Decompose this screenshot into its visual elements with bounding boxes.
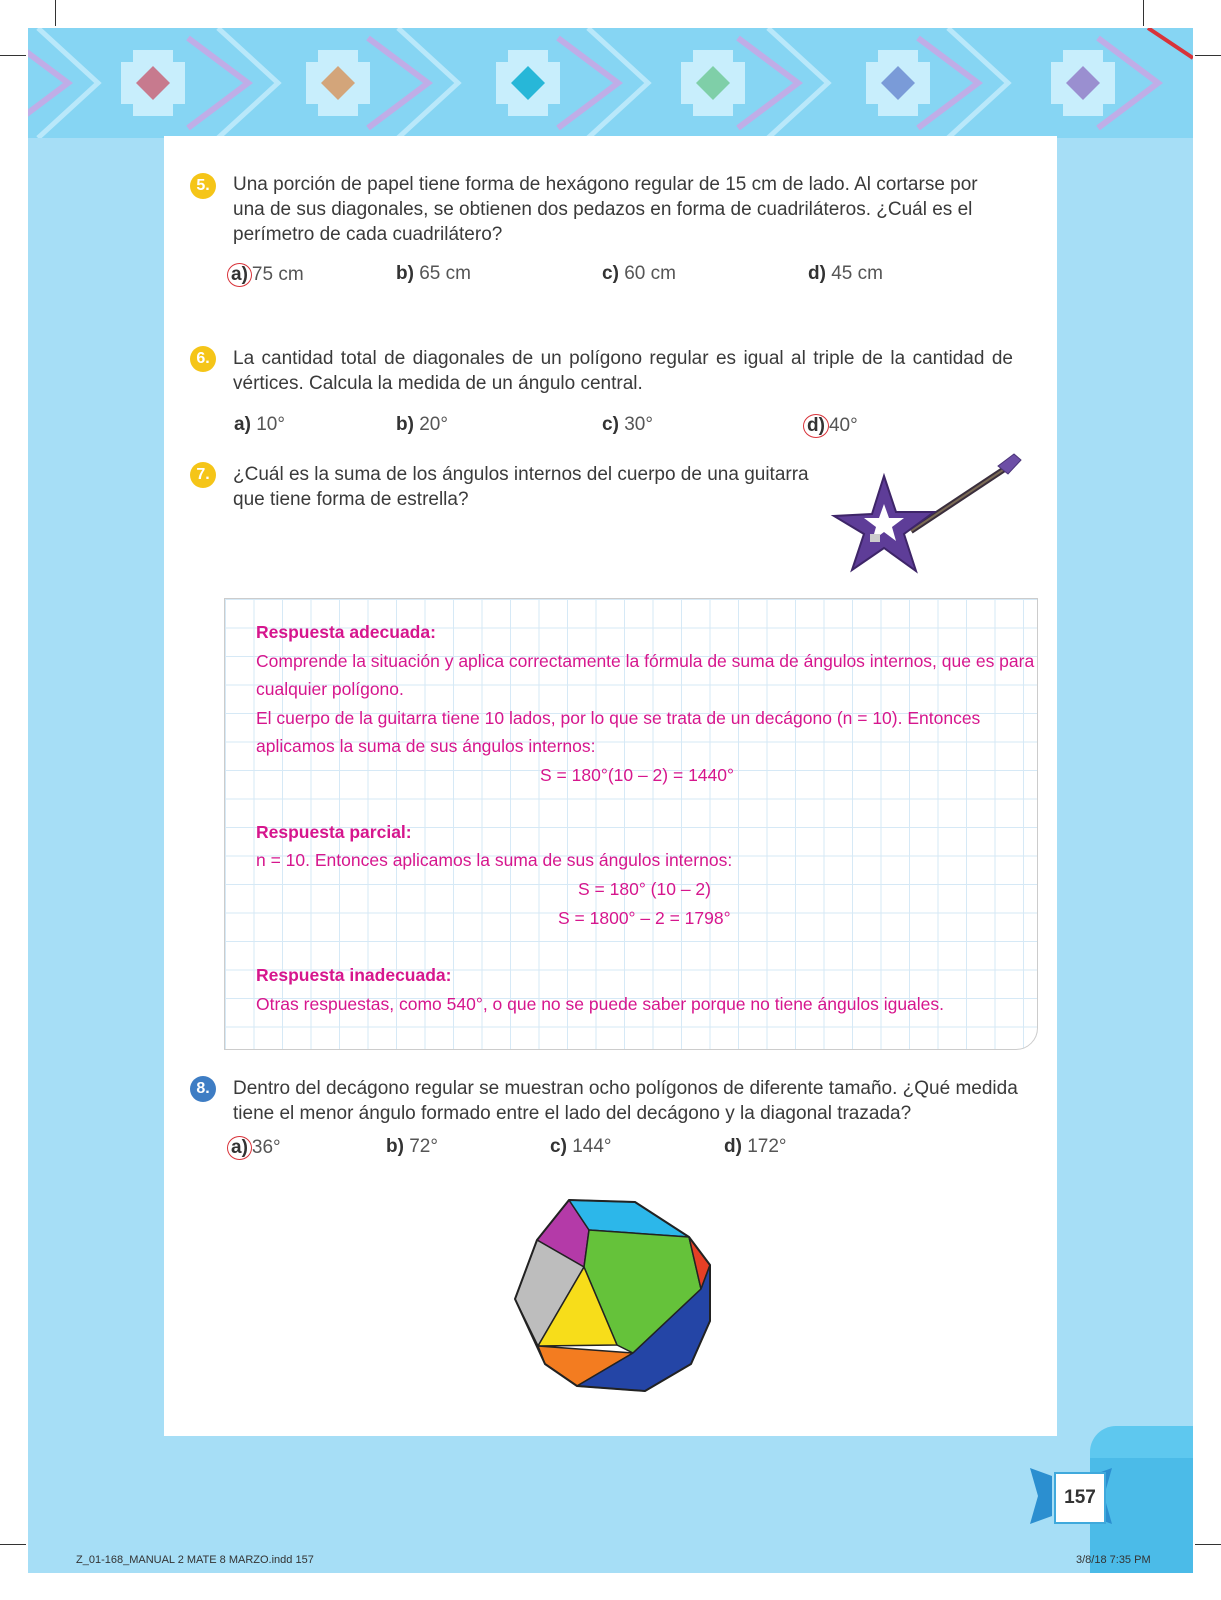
answer-formula: S = 1800° – 2 = 1798° bbox=[558, 908, 731, 928]
option-c: c) 60 cm bbox=[602, 263, 676, 284]
answer-line: Comprende la situación y aplica correctamente la fórmula de suma de ángulos internos, que es para bbox=[256, 651, 1035, 671]
question-5-text: Una porción de papel tiene forma de hexágono regular de 15 cm de lado. Al cortarse por una de sus diagonales, se obtienen dos pedazos en forma de cuadriláteros. ¿Cuál es el perímetro de cada cuadrilátero? bbox=[233, 174, 978, 245]
answer-formula: S = 180°(10 – 2) = 1440° bbox=[540, 765, 734, 785]
adequate-title: Respuesta adecuada: bbox=[256, 622, 436, 642]
option-a: a) 75 cm bbox=[232, 263, 304, 287]
answer-line: aplicamos la suma de sus ángulos internos: bbox=[256, 736, 596, 756]
option-c: c) 144° bbox=[550, 1136, 612, 1157]
question-number-badge: 6. bbox=[190, 346, 216, 372]
option-a: a) 10° bbox=[234, 414, 285, 435]
partial-title: Respuesta parcial: bbox=[256, 822, 412, 842]
answer-line: cualquier polígono. bbox=[256, 679, 404, 699]
option-b: b) 65 cm bbox=[396, 263, 471, 284]
answer-formula: S = 180° (10 – 2) bbox=[578, 879, 711, 899]
option-c: c) 30° bbox=[602, 414, 653, 435]
question-number-badge: 5. bbox=[190, 173, 216, 199]
question-number-badge: 8. bbox=[190, 1076, 216, 1102]
question-number-badge: 7. bbox=[190, 462, 216, 488]
inadequate-title: Respuesta inadecuada: bbox=[256, 965, 452, 985]
option-a: a) 36° bbox=[232, 1136, 281, 1160]
crop-mark bbox=[55, 0, 56, 26]
crop-mark bbox=[1195, 1544, 1221, 1545]
answer-line: Otras respuestas, como 540°, o que no se puede saber porque no tiene ángulos iguales. bbox=[256, 994, 945, 1014]
footer-date: 3/8/18 7:35 PM bbox=[1076, 1554, 1151, 1566]
question-7-text: ¿Cuál es la suma de los ángulos internos del cuerpo de una guitarra que tiene forma de estrella? bbox=[233, 464, 809, 510]
answer-line: El cuerpo de la guitarra tiene 10 lados, por lo que se trata de un decágono (n = 10). Entonces bbox=[256, 708, 981, 728]
selected-answer-circle: a) bbox=[227, 263, 252, 287]
option-d: d) 172° bbox=[724, 1136, 787, 1157]
answer-line: n = 10. Entonces aplicamos la suma de sus ángulos internos: bbox=[256, 850, 733, 870]
star-guitar-image bbox=[816, 446, 1031, 596]
decorative-banner bbox=[28, 28, 1193, 138]
crop-mark bbox=[0, 1544, 26, 1545]
crop-mark bbox=[1195, 55, 1221, 56]
question-8-text: Dentro del decágono regular se muestran ocho polígonos de diferente tamaño. ¿Qué medida tiene el menor ángulo formado entre el lado del decágono y la diagonal trazada? bbox=[233, 1078, 1018, 1124]
crop-mark bbox=[0, 55, 26, 56]
question-6-text: La cantidad total de diagonales de un polígono regular es igual al triple de la cantidad de vértices. Calcula la medida de un ángulo central. bbox=[233, 348, 1013, 394]
option-d: d) 45 cm bbox=[808, 263, 883, 284]
page-number: 157 bbox=[1054, 1472, 1106, 1524]
decagon-diagram bbox=[505, 1195, 715, 1400]
footer-file: Z_01-168_MANUAL 2 MATE 8 MARZO.indd 157 bbox=[76, 1554, 314, 1566]
crop-mark bbox=[1143, 0, 1144, 26]
option-b: b) 20° bbox=[396, 414, 448, 435]
selected-answer-circle: a) bbox=[227, 1136, 252, 1160]
option-b: b) 72° bbox=[386, 1136, 438, 1157]
selected-answer-circle: d) bbox=[803, 414, 829, 438]
option-d: d) 40° bbox=[808, 414, 858, 438]
